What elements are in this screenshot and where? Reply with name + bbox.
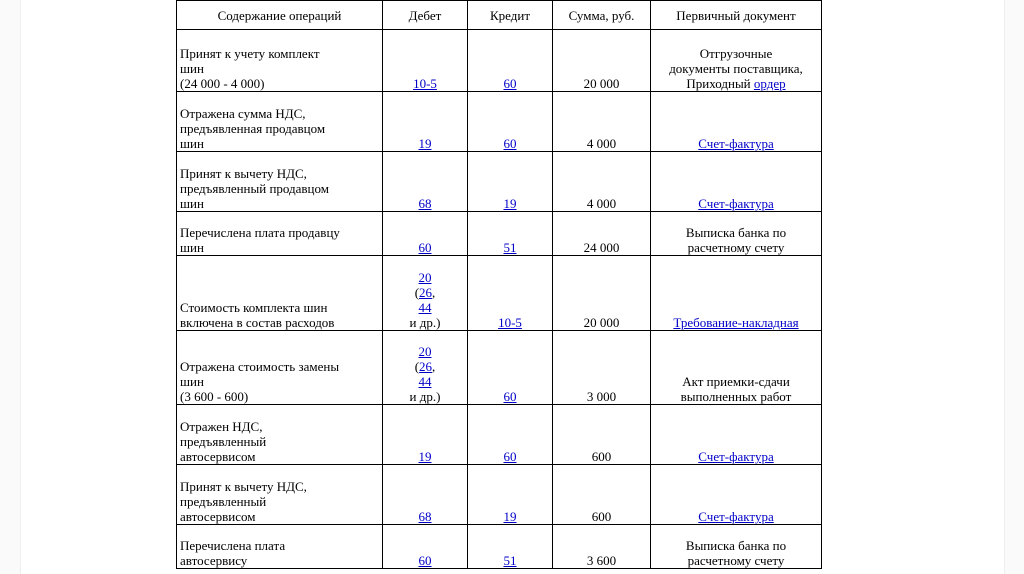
document-cell — [651, 30, 822, 92]
operation-text: предъявленный — [180, 434, 267, 449]
operation-cell — [177, 256, 383, 331]
document-link-requisition[interactable]: Требование-накладная — [673, 315, 799, 330]
credit-account-link[interactable]: 51 — [503, 553, 517, 568]
debit-text: ( — [414, 359, 420, 374]
document-text: выполненных работ — [680, 389, 792, 404]
operation-text: включена в состав расходов — [180, 315, 335, 330]
operation-text: Перечислена плата продавцу — [180, 225, 340, 240]
credit-account-link[interactable]: 10-5 — [498, 315, 522, 330]
debit-cell — [383, 256, 468, 331]
operation-text: (24 000 - 4 000) — [180, 76, 265, 91]
document-link-invoice[interactable]: Счет-фактура — [698, 449, 774, 464]
credit-cell — [468, 405, 553, 465]
debit-account-link[interactable]: 60 — [418, 553, 432, 568]
header-debit: Дебет — [383, 1, 468, 30]
sum-cell: 4 000 — [553, 152, 651, 212]
debit-account-link[interactable]: 19 — [418, 136, 432, 151]
header-credit: Кредит — [468, 1, 553, 30]
document-cell — [651, 405, 822, 465]
table-row — [177, 331, 822, 405]
document-cell — [651, 331, 822, 405]
debit-cell — [383, 212, 468, 256]
operation-text: Отражена сумма НДС, — [180, 106, 306, 121]
operation-text: шин — [180, 136, 204, 151]
sum-cell: 4 000 — [553, 92, 651, 152]
document-cell — [651, 212, 822, 256]
credit-cell — [468, 256, 553, 331]
debit-cell — [383, 30, 468, 92]
document-text: Выписка банка по — [685, 225, 787, 240]
operation-cell — [177, 92, 383, 152]
debit-cell — [383, 152, 468, 212]
debit-text: и др.) — [409, 389, 441, 404]
debit-account-link[interactable]: 68 — [418, 196, 432, 211]
document-text: Выписка банка по — [685, 538, 787, 553]
credit-account-link[interactable]: 60 — [503, 449, 517, 464]
debit-account-link[interactable]: 20 — [418, 344, 432, 359]
document-link-invoice[interactable]: Счет-фактура — [698, 509, 774, 524]
operation-text: предъявленная продавцом — [180, 121, 326, 136]
header-document: Первичный документ — [651, 1, 822, 30]
right-margin — [1004, 0, 1024, 574]
table-row — [177, 92, 822, 152]
table-row — [177, 525, 822, 569]
operation-text: Стоимость комплекта шин — [180, 300, 328, 315]
sum-cell: 600 — [553, 465, 651, 525]
credit-account-link[interactable]: 51 — [503, 240, 517, 255]
document-cell — [651, 92, 822, 152]
debit-account-link[interactable]: 19 — [418, 449, 432, 464]
table-header-row — [177, 1, 822, 30]
sum-cell: 24 000 — [553, 212, 651, 256]
document-text: Приходный — [686, 76, 754, 91]
debit-text: и др.) — [409, 315, 441, 330]
document-text: расчетному счету — [687, 553, 785, 568]
debit-text: ( — [414, 285, 420, 300]
sum-cell: 20 000 — [553, 256, 651, 331]
credit-cell — [468, 212, 553, 256]
operation-text: автосервисом — [180, 509, 256, 524]
credit-account-link[interactable]: 60 — [503, 76, 517, 91]
operation-cell — [177, 465, 383, 525]
document-text: Отгрузочные — [699, 46, 773, 61]
credit-account-link[interactable]: 60 — [503, 136, 517, 151]
operation-text: шин — [180, 374, 204, 389]
debit-cell — [383, 525, 468, 569]
credit-cell — [468, 30, 553, 92]
debit-account-link[interactable]: 60 — [418, 240, 432, 255]
sum-cell: 20 000 — [553, 30, 651, 92]
document-text: Акт приемки-сдачи — [682, 374, 790, 389]
sum-cell: 3 000 — [553, 331, 651, 405]
debit-account-link[interactable]: 20 — [418, 270, 432, 285]
debit-account-link[interactable]: 26 — [419, 285, 433, 300]
operation-text: Принят к учету комплект — [180, 46, 320, 61]
operation-cell — [177, 405, 383, 465]
header-operation: Содержание операций — [177, 1, 383, 30]
document-text: документы поставщика, — [669, 61, 803, 76]
debit-account-link[interactable]: 26 — [419, 359, 433, 374]
operation-text: предъявленный продавцом — [180, 181, 329, 196]
credit-cell — [468, 152, 553, 212]
operation-cell — [177, 525, 383, 569]
operation-text: автосервисом — [180, 449, 256, 464]
table-row — [177, 405, 822, 465]
table-row — [177, 212, 822, 256]
operation-text: Принят к вычету НДС, — [180, 479, 307, 494]
document-link-invoice[interactable]: Счет-фактура — [698, 196, 774, 211]
debit-account-link[interactable]: 44 — [418, 374, 432, 389]
document-cell — [651, 256, 822, 331]
operation-text: шин — [180, 196, 204, 211]
debit-account-link[interactable]: 10-5 — [413, 76, 437, 91]
debit-cell — [383, 331, 468, 405]
operation-text: Отражен НДС, — [180, 419, 263, 434]
document-link-invoice[interactable]: Счет-фактура — [698, 136, 774, 151]
table-row — [177, 465, 822, 525]
document-cell — [651, 465, 822, 525]
table-row — [177, 30, 822, 92]
document-cell — [651, 525, 822, 569]
document-cell — [651, 152, 822, 212]
operation-cell — [177, 331, 383, 405]
table-row — [177, 152, 822, 212]
operation-cell — [177, 152, 383, 212]
operation-text: (3 600 - 600) — [180, 389, 249, 404]
operation-cell — [177, 30, 383, 92]
operation-cell — [177, 212, 383, 256]
credit-cell — [468, 525, 553, 569]
operation-text: автосервису — [180, 553, 248, 568]
sum-cell: 3 600 — [553, 525, 651, 569]
credit-account-link[interactable]: 19 — [503, 509, 517, 524]
header-sum: Сумма, руб. — [553, 1, 651, 30]
table-row — [177, 256, 822, 331]
credit-cell — [468, 331, 553, 405]
debit-text: , — [432, 285, 436, 300]
operation-text: предъявленный — [180, 494, 267, 509]
left-margin — [0, 0, 21, 574]
operation-text: Перечислена плата — [180, 538, 286, 553]
operation-text: шин — [180, 61, 204, 76]
credit-cell — [468, 92, 553, 152]
document-link-order[interactable]: ордер — [753, 76, 786, 91]
operation-text: Принят к вычету НДС, — [180, 166, 307, 181]
debit-cell — [383, 405, 468, 465]
credit-cell — [468, 465, 553, 525]
debit-account-link[interactable]: 68 — [418, 509, 432, 524]
debit-account-link[interactable]: 44 — [418, 300, 432, 315]
debit-cell — [383, 92, 468, 152]
sum-cell: 600 — [553, 405, 651, 465]
credit-account-link[interactable]: 19 — [503, 196, 517, 211]
credit-account-link[interactable]: 60 — [503, 389, 517, 404]
operation-text: шин — [180, 240, 204, 255]
operation-text: Отражена стоимость замены — [180, 359, 340, 374]
debit-text: , — [432, 359, 436, 374]
operations-table — [176, 0, 822, 569]
debit-cell — [383, 465, 468, 525]
document-text: расчетному счету — [687, 240, 785, 255]
